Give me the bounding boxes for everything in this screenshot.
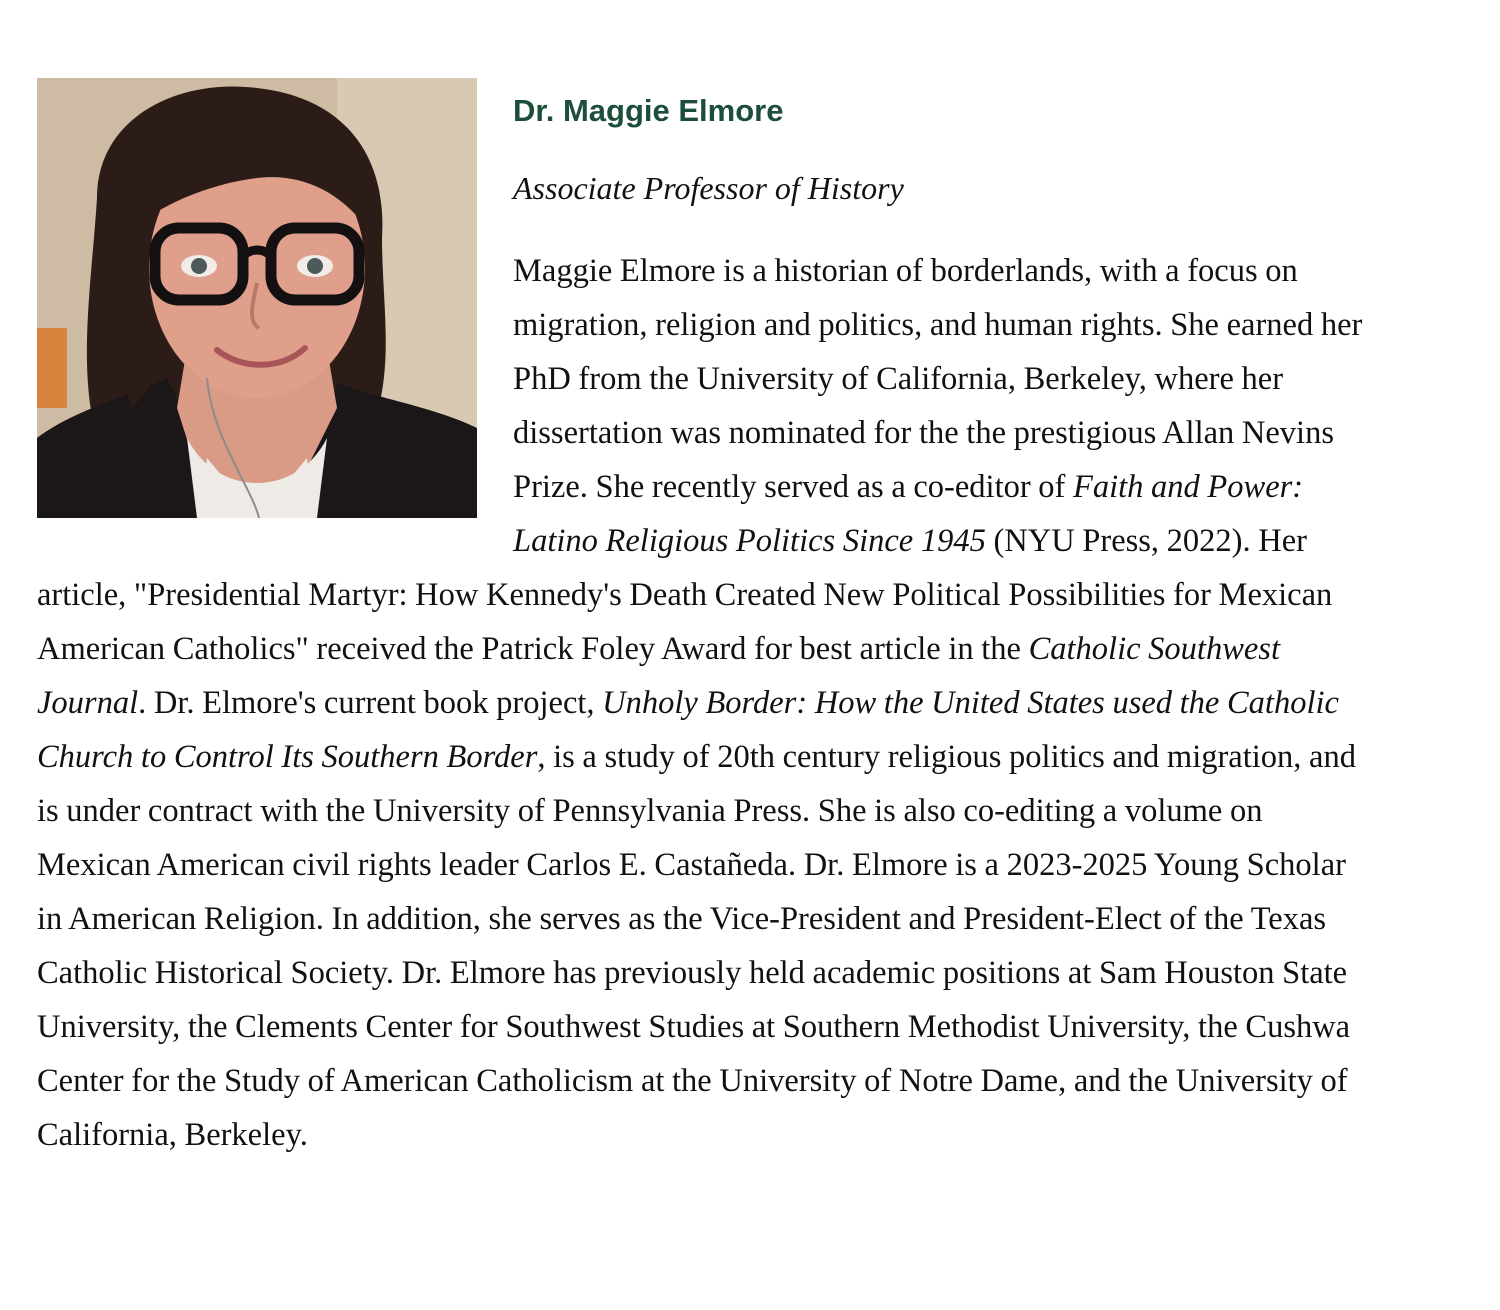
faculty-profile xyxy=(37,78,1367,1162)
bio-journal-title: Catholic Southwest Journal xyxy=(37,631,1280,721)
bio-text-1: Maggie Elmore is a historian of borderlands, with a focus on migration, religion and politics, and human rights. She earned her PhD from the University of California, Berkeley, where her dissertation was nominated for the the prestigious Allan Nevins Prize. She recently served as a co-editor of xyxy=(513,253,1363,505)
portrait-illustration xyxy=(37,78,477,518)
profile-title: Associate Professor of History xyxy=(513,170,904,206)
profile-name: Dr. Maggie Elmore xyxy=(513,93,784,128)
bio-text-4: , is a study of 20th century religious politics and migration, and is under contract with the University of Pennsylvania Press. She is also co-editing a volume on Mexican American civil rights leader Carlos E. Castañeda. Dr. Elmore is a 2023-2025 Young Scholar in American Religion. In addition, she serves as the Vice-President and President-Elect of the Texas Catholic Historical Society. Dr. Elmore has previously held academic positions at Sam Houston State University, the Clements Center for Southwest Studies at Southern Methodist University, the Cushwa Center for the Study of American Catholicism at the University of Notre Dame, and the University of California, Berkeley. xyxy=(37,739,1356,1153)
profile-photo xyxy=(37,78,477,518)
bio-book-title-2: Unholy Border: How the United States used the Catholic Church to Control Its Southern Border xyxy=(37,685,1339,775)
bio-text-3: . Dr. Elmore's current book project, xyxy=(138,685,603,721)
bio-book-title-1: Faith and Power: Latino Religious Politics Since 1945 xyxy=(513,469,1304,559)
bio-text-2: (NYU Press, 2022). Her article, "Presidential Martyr: How Kennedy's Death Created New Political Possibilities for Mexican American Catholics" received the Patrick Foley Award for best article in the xyxy=(37,523,1333,667)
